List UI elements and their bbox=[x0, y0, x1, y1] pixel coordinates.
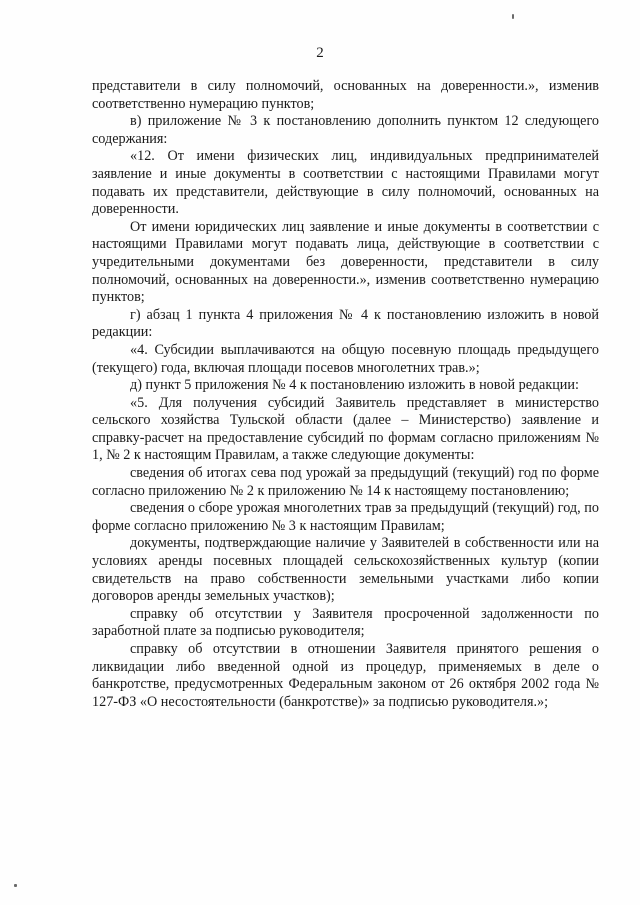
paragraph-10: сведения о сборе урожая многолетних трав за предыдущий (текущий) год, по форме согласно приложению № 3 к настоящим Правилам; bbox=[92, 500, 599, 534]
paragraph-3: «12. От имени физических лиц, индивидуальных предпринимателей заявление и иные документы в соответствии с настоящими Правилами могут подавать их представители, действующие в силу полномочий, основанных на доверенности. bbox=[92, 148, 599, 218]
paragraph-12: справку об отсутствии у Заявителя просроченной задолженности по заработной плате за подписью руководителя; bbox=[92, 605, 599, 640]
paragraph-1: представители в силу полномочий, основанных на доверенности.», изменив соответственно нумерацию пунктов; bbox=[92, 78, 599, 112]
scan-speck bbox=[14, 884, 17, 887]
paragraph-7: д) пункт 5 приложения № 4 к постановлению изложить в новой редакции: bbox=[130, 377, 579, 394]
paragraph-6: «4. Субсидии выплачиваются на общую посевную площадь предыдущего (текущего) года, включая площади посевов многолетних трав.»; bbox=[92, 341, 599, 376]
paragraph-2: в) приложение № 3 к постановлению дополнить пунктом 12 следующего содержания: bbox=[92, 113, 599, 147]
paragraph-13: справку об отсутствии в отношении Заявителя принятого решения о ликвидации либо введенной одной из процедур, применяемых в деле о банкротстве, предусмотренных Федеральным законом от 26 октября 2002 года № 127-ФЗ «О несостоятельности (банкротстве)» за подписью руководителя.»; bbox=[92, 641, 599, 710]
document-body bbox=[92, 78, 599, 711]
scan-speck bbox=[512, 14, 514, 19]
paragraph-4: От имени юридических лиц заявление и иные документы в соответствии с настоящими Правилами могут подавать лица, действующие в соответствии с учредительными документами без доверенности, представители в силу полномочий, основанных на доверенности.», изменив соответственно нумерацию пунктов; bbox=[92, 218, 599, 306]
paragraph-5: г) абзац 1 пункта 4 приложения № 4 к постановлению изложить в новой редакции: bbox=[92, 306, 599, 341]
page-number: 2 bbox=[316, 45, 324, 61]
paragraph-9: сведения об итогах сева под урожай за предыдущий (текущий) год по форме согласно приложению № 2 к приложению № 14 к настоящему постановлению; bbox=[92, 465, 599, 499]
paragraph-8: «5. Для получения субсидий Заявитель представляет в министерство сельского хозяйства Тульской области (далее – Министерство) заявление и справку-расчет на предоставление субсидий по формам согласно приложениям № 1, № 2 к настоящим Правилам, а также следующие документы: bbox=[92, 394, 599, 464]
paragraph-11: документы, подтверждающие наличие у Заявителей в собственности или на условиях аренды посевных площадей сельскохозяйственных культур (копии свидетельств на право собственности земельными участками либо копии договоров аренды земельных участков); bbox=[92, 535, 599, 605]
